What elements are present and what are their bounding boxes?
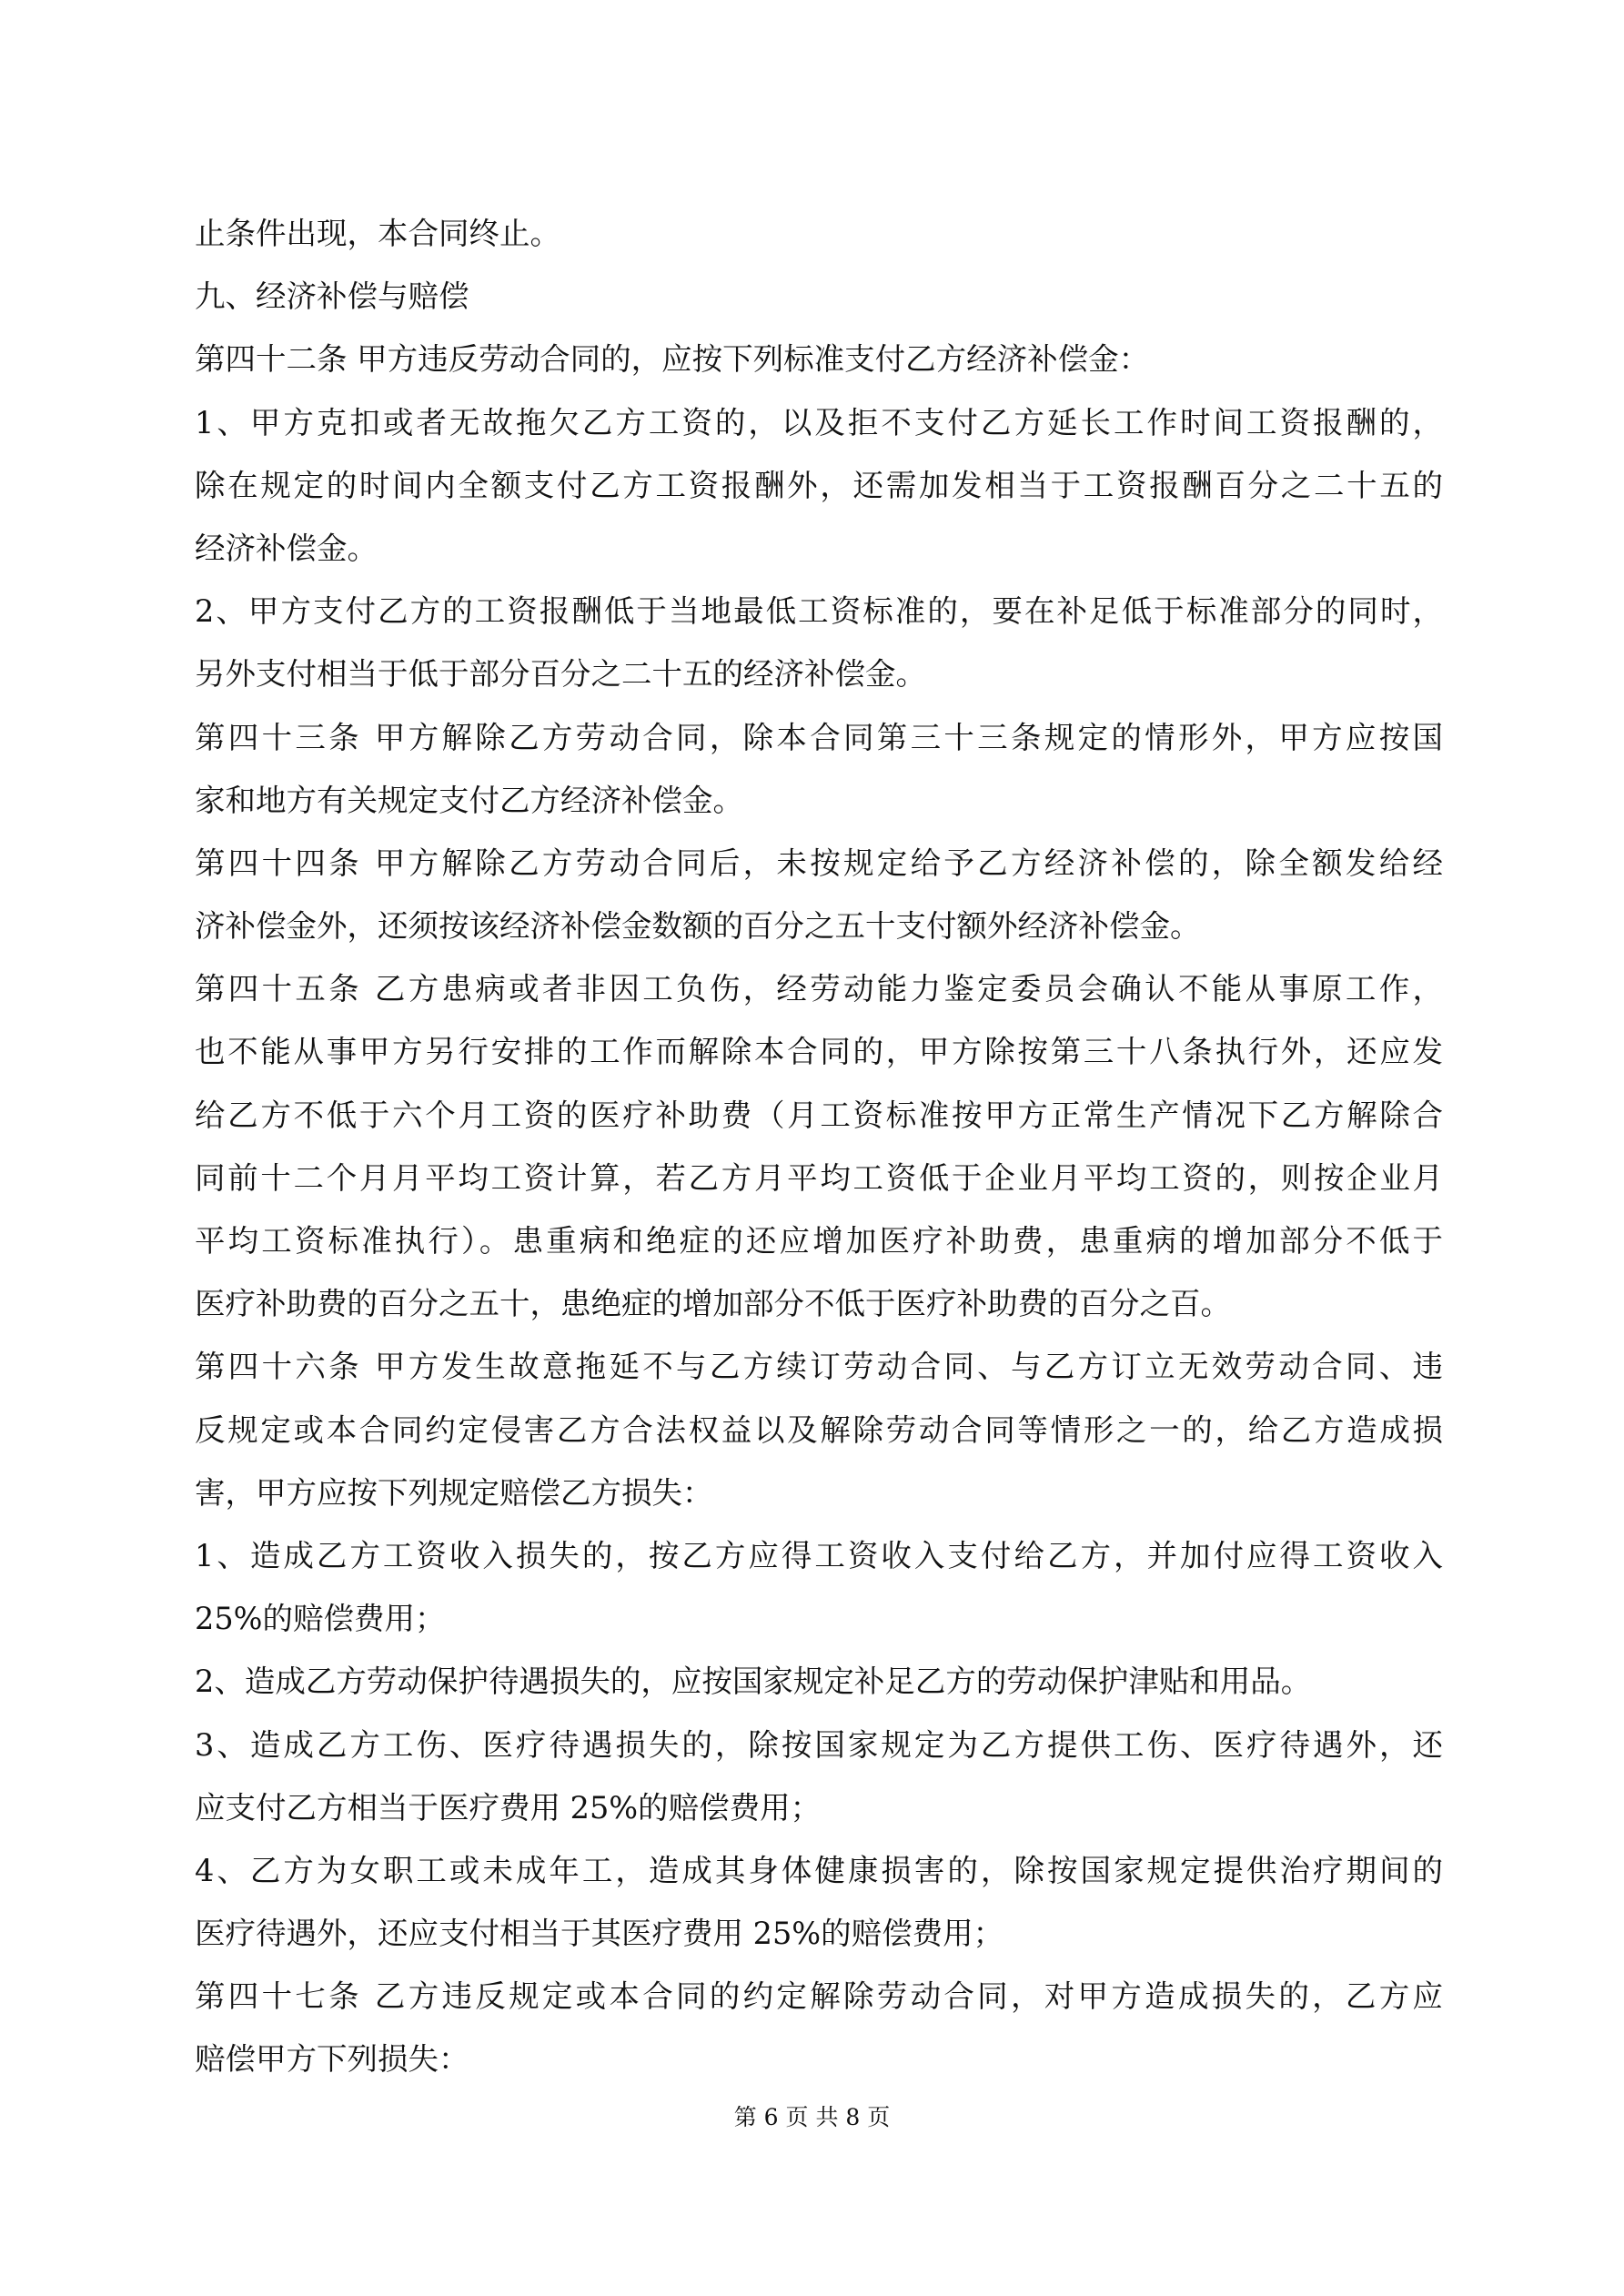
article-47-line: 第四十七条 乙方违反规定或本合同的约定解除劳动合同，对甲方造成损失的，乙方应 [195,1978,1443,2015]
text-line: 医疗补助费的百分之五十，患绝症的增加部分不低于医疗补助费的百分之百。 [195,1286,1231,1322]
text-line: 赔偿甲方下列损失： [195,2041,469,2078]
text-line: 经济补偿金。 [195,530,378,566]
text-line: 4、乙方为女职工或未成年工，造成其身体健康损害的，除按国家规定提供治疗期间的 [195,1852,1443,1888]
article-45-line: 第四十五条 乙方患病或者非因工负伤，经劳动能力鉴定委员会确认不能从事原工作， [195,971,1443,1007]
text-line: 同前十二个月月平均工资计算，若乙方月平均工资低于企业月平均工资的，则按企业月 [195,1159,1443,1196]
text-line: 2、甲方支付乙方的工资报酬低于当地最低工资标准的，要在补足低于标准部分的同时， [195,593,1443,630]
text-line: 除在规定的时间内全额支付乙方工资报酬外，还需加发相当于工资报酬百分之二十五的 [195,467,1443,503]
text-line: 医疗待遇外，还应支付相当于其医疗费用 25%的赔偿费用； [195,1916,1004,1952]
page-footer: 第 6 页 共 8 页 [733,2104,891,2130]
text-line: 给乙方不低于六个月工资的医疗补助费（月工资标准按甲方正常生产情况下乙方解除合 [195,1097,1443,1133]
text-line: 止条件出现，本合同终止。 [195,216,560,251]
text-line: 应支付乙方相当于医疗费用 25%的赔偿费用； [195,1789,822,1826]
text-line: 1、甲方克扣或者无故拖欠乙方工资的，以及拒不支付乙方延长工作时间工资报酬的， [195,404,1443,440]
article-46-line: 第四十六条 甲方发生故意拖延不与乙方续订劳动合同、与乙方订立无效劳动合同、违 [195,1349,1443,1385]
text-line: 另外支付相当于低于部分百分之二十五的经济补偿金。 [195,656,926,693]
text-line: 反规定或本合同约定侵害乙方合法权益以及解除劳动合同等情形之一的，给乙方造成损 [195,1411,1443,1448]
article-42-line: 第四十二条 甲方违反劳动合同的，应按下列标准支付乙方经济补偿金： [195,341,1150,378]
text-line: 济补偿金外，还须按该经济补偿金数额的百分之五十支付额外经济补偿金。 [195,908,1201,945]
text-line: 1、造成乙方工资收入损失的，按乙方应得工资收入支付给乙方，并加付应得工资收入 [195,1537,1443,1573]
text-line: 害，甲方应按下列规定赔偿乙方损失： [195,1474,713,1511]
text-line: 也不能从事甲方另行安排的工作而解除本合同的，甲方除按第三十八条执行外，还应发 [195,1034,1443,1070]
section-heading: 九、经济补偿与赔偿 [195,278,469,315]
text-line: 家和地方有关规定支付乙方经济补偿金。 [195,782,743,818]
text-line: 25%的赔偿费用； [195,1601,446,1637]
text-line: 平均工资标准执行）。患重病和绝症的还应增加医疗补助费，患重病的增加部分不低于 [195,1223,1443,1259]
article-43-line: 第四十三条 甲方解除乙方劳动合同，除本合同第三十三条规定的情形外，甲方应按国 [195,719,1443,755]
text-line: 3、造成乙方工伤、医疗待遇损失的，除按国家规定为乙方提供工伤、医疗待遇外，还 [195,1726,1443,1763]
text-line: 2、造成乙方劳动保护待遇损失的，应按国家规定补足乙方的劳动保护津贴和用品。 [195,1664,1312,1700]
article-44-line: 第四十四条 甲方解除乙方劳动合同后，未按规定给予乙方经济补偿的，除全额发给经 [195,845,1443,881]
contract-text [195,202,1443,2091]
